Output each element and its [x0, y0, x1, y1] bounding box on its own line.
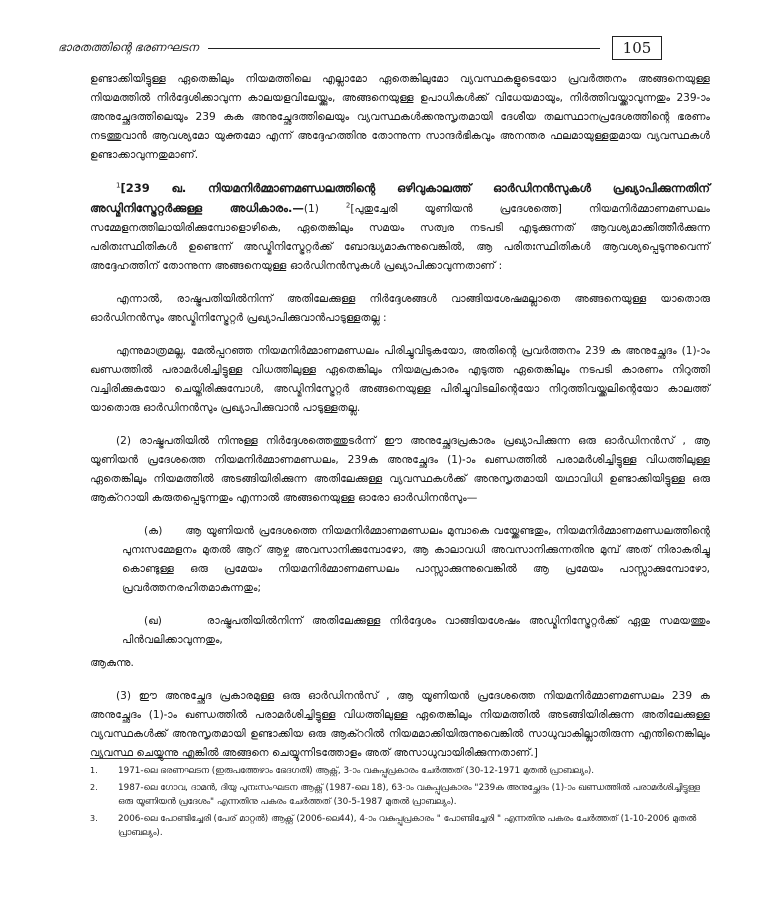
- footnote-number: 3.: [90, 813, 98, 823]
- footnote-text: 1987-ലെ ഗോവ, ദാമൻ, ദിയു പുനഃസംഘടന ആക്റ്റ് (1987-ലെ 18), 63-ാം വകുപ്പുപ്രകാരം "239ക അനുച്ഛേദം (1)-ാം ഖണ്ഡത്തിൽ പരാമർശിച്ചിട്ടുള്ള ഒരു യൂണിയൻ പ്രദേശം" എന്നതിനു പകരം ചേർത്തത് (30-5-1987 മുതൽ പ്രാബല്യം).: [118, 782, 700, 807]
- section-239b-clause-number: (1): [303, 203, 319, 215]
- footnote-ref-2: 2: [345, 201, 351, 210]
- proviso-1: എന്നാൽ, രാഷ്ട്രപതിയിൽനിന്ന് അതിലേക്കുള്ള നിർദ്ദേശങ്ങൾ വാങ്ങിയശേഷമല്ലാതെ അങ്ങനെയുള്ള യാതൊരു ഓർഡിനൻസും അഡ്മിനിസ്ട്രേറ്റർ പ്രഖ്യാപിക്കുവാൻപാടുള്ളതല്ല :: [90, 293, 710, 324]
- page-header: [58, 36, 718, 62]
- footnote-2: [90, 781, 710, 810]
- footnote-text: 2006-ലെ പോണ്ടിച്ചേരി (പേര് മാറ്റൽ) ആക്റ്റ് (2006-ലെ44), 4-ാം വകുപ്പുപ്രകാരം " പോണ്ടിച്ചേരി " എന്നതിനു പകരം ചേർത്തത് (1-10-2006 മുതൽ പ്രാബല്യം).: [118, 813, 697, 838]
- sub-clause-b-text: രാഷ്ട്രപതിയിൽനിന്ന് അതിലേക്കുള്ള നിർദ്ദേശം വാങ്ങിയശേഷം അഡ്മിനിസ്ട്രേറ്റർക്ക് ഏതു സമയത്തും പിൻവലിക്കാവുന്നതും,: [122, 615, 710, 646]
- section-239b-body: [പുതുച്ചേരി യൂണിയൻ പ്രദേശത്തെ] നിയമനിർമ്മാണമണ്ഡലം സമ്മേളനത്തിലായിരിക്കുമ്പോളൊഴികെ, ഏതെങ്കിലും സമയം സത്വര നടപടി എടുക്കുന്നത് ആവശ്യമാക്കിത്തീർക്കുന്ന പരിതഃസ്ഥിതികൾ ഉണ്ടെന്ന് അഡ്മിനിസ്ട്രേറ്റർക്ക് ബോദ്ധ്യമാകുന്നുവെങ്കിൽ, ആ പരിതഃസ്ഥിതികൾ ആവശ്യപ്പെടുന്നുവെന്ന് അദ്ദേഹത്തിന് തോന്നുന്ന അങ്ങനെയുള്ള ഓർഡിനൻസുകൾ പ്രഖ്യാപിക്കാവുന്നതാണ് :: [90, 203, 710, 272]
- footnote-rule: [90, 758, 250, 759]
- footnote-text: 1971-ലെ ഭരണഘടന (ഇരുപത്തേഴാം ഭേദഗതി) ആക്റ്റ്, 3-ാം വകുപ്പുപ്രകാരം ചേർത്തത് (30-12-1971 മുതൽ പ്രാബല്യം).: [118, 766, 595, 776]
- paragraph-continuation: ഉണ്ടാക്കിയിട്ടുള്ള ഏതെങ്കിലും നിയമത്തിലെ എല്ലാമോ ഏതെങ്കിലുമോ വ്യവസ്ഥകളുടെയോ പ്രവർത്തനം അങ്ങനെയുള്ള നിയമത്തിൽ നിർദ്ദേശിക്കാവുന്ന കാലയളവിലേയ്ക്കും, അങ്ങനെയുള്ള ഉപാധികൾക്ക് വിധേയമായും, നിർത്തിവയ്ക്കാവുന്നതും 239-ാം അനുച്ഛേദത്തിലെയും 239 കക അനുച്ഛേദത്തിലെയും വ്യവസ്ഥകൾക്കനുസൃതമായി ദേശീയ തലസ്ഥാനപ്രദേശത്തിന്റെ ഭരണം നടത്തുവാൻ ആവശ്യമോ യുക്തമോ എന്ന് അദ്ദേഹത്തിനു തോന്നുന്ന സാന്ദർഭികവും അനന്തര ഫലമായുള്ളതുമായ വ്യവസ്ഥകൾ ഉണ്ടാക്കാവുന്നതുമാണ്.: [90, 73, 710, 161]
- footnote-1: [90, 764, 710, 779]
- page-number: 105: [612, 36, 662, 60]
- clause-2: (2) രാഷ്ട്രപതിയിൽ നിന്നുള്ള നിർദ്ദേശത്തെത്തുടർന്ന് ഈ അനുച്ഛേദപ്രകാരം പ്രഖ്യാപിക്കുന്ന ഒരു ഓർഡിനൻസ് , ആ യൂണിയൻ പ്രദേശത്തെ നിയമനിർമ്മാണമണ്ഡലം, 239ക അനുച്ഛേദം (1)-ാം ഖണ്ഡത്തിൽ പരാമർശിച്ചിട്ടുള്ള വിധത്തിലുള്ള ഏതെങ്കിലും നിയമത്തിൽ അടങ്ങിയിരിക്കുന്ന അതിലേക്കുള്ള വ്യവസ്ഥകൾക്ക് അനുസൃതമായി യഥാവിധി ഉണ്ടാക്കിയിട്ടുള്ള ഒരു ആക്ററായി കരുതപ്പെടുന്നതും എന്നാൽ അങ്ങനെയുള്ള ഓരോ ഓർഡിനൻസും—: [90, 435, 710, 504]
- footnote-number: 2.: [90, 782, 98, 792]
- proviso-2: എന്നുമാത്രമല്ല, മേൽപ്പറഞ്ഞ നിയമനിർമ്മാണമണ്ഡലം പിരിച്ചുവിടുകയോ, അതിന്റെ പ്രവർത്തനം 239 ക അനുച്ഛേദം (1)-ാം ഖണ്ഡത്തിൽ പരാമർശിച്ചിട്ടുള്ള വിധത്തിലുള്ള ഏതെങ്കിലും നിയമപ്രകാരം എടുത്ത ഏതെങ്കിലും നടപടി കാരണം നിറുത്തി വച്ചിരിക്കുകയോ ചെയ്തിരിക്കുമ്പോൾ, അഡ്മിനിസ്ട്രേറ്റർ അങ്ങനെയുള്ള പിരിച്ചുവിടലിന്റെയോ നിറുത്തിവയ്ക്കലിന്റെയോ കാലത്ത് യാതൊരു ഓർഡിനൻസും പ്രഖ്യാപിക്കുവാൻ പാടുള്ളതല്ല.: [90, 345, 710, 414]
- clause-2-end: ആകുന്നു.: [90, 657, 134, 669]
- section-239b: [90, 179, 710, 276]
- sub-clause-a: [90, 522, 710, 598]
- running-head: ഭാരതത്തിന്റെ ഭരണഘടന: [58, 40, 199, 54]
- header-rule: [208, 48, 600, 49]
- footnote-number: 1.: [90, 766, 98, 775]
- sub-clause-a-label: (ക): [144, 525, 163, 537]
- sub-clause-b: [90, 612, 710, 650]
- footnote-3: [90, 812, 710, 841]
- sub-clause-a-text: ആ യൂണിയൻ പ്രദേശത്തെ നിയമനിർമ്മാണമണ്ഡലം മുമ്പാകെ വയ്ക്കേണ്ടതും, നിയമനിർമ്മാണമണ്ഡലത്തിന്റെ പുനഃസമ്മേളനം മുതൽ ആറ് ആഴ്ച അവസാനിക്കുമ്പോഴോ, ആ കാലാവധി അവസാനിക്കുന്നതിനു മുമ്പ് അത് നിരാകരിച്ചു കൊണ്ടുള്ള ഒരു പ്രമേയം നിയമനിർമ്മാണമണ്ഡലം പാസ്സാക്കുന്നുവെങ്കിൽ ആ പ്രമേയം പാസ്സാക്കുമ്പോഴോ, പ്രവർത്തനരഹിതമാകുന്നതും;: [122, 525, 710, 594]
- sub-clause-b-label: (ഖ): [144, 615, 162, 627]
- section-239b-title: [239 ഖ. നിയമനിർമ്മാണമണ്ഡലത്തിന്റെ ഒഴിവുകാലത്ത് ഓർഡിനൻസുകൾ പ്രഖ്യാപിക്കുന്നതിന് അഡ്മിനിസ്ട്രേറ്റർക്കുള്ള അധികാരം.—: [90, 181, 710, 215]
- footnote-ref-1: 1: [116, 181, 121, 190]
- footnotes: [90, 764, 710, 843]
- clause-3: (3) ഈ അനുച്ഛേദ പ്രകാരമുള്ള ഒരു ഓർഡിനൻസ് , ആ യൂണിയൻ പ്രദേശത്തെ നിയമനിർമ്മാണമണ്ഡലം 239 ക അനുച്ഛേദം (1)-ാം ഖണ്ഡത്തിൽ പരാമർശിച്ചിട്ടുള്ള വിധത്തിലുള്ള ഏതെങ്കിലും നിയമത്തിൽ അടങ്ങിയിരിക്കുന്ന അതിലേക്കുള്ള വ്യവസ്ഥകൾക്ക് അനുസൃതമായി ഉണ്ടാക്കിയ ഒരു ആക്ററിൽ നിയമമാക്കിയിരുന്നുവെങ്കിൽ സാധുവാകില്ലാതിരുന്ന എന്തിനെങ്കിലും വ്യവസ്ഥ ചെയ്യുന്നു എങ്കിൽ അങ്ങനെ ചെയ്യുന്നിടത്തോളം അത് അസാധുവായിരിക്കുന്നതാണ്.]: [90, 690, 710, 759]
- page-body: [90, 70, 710, 763]
